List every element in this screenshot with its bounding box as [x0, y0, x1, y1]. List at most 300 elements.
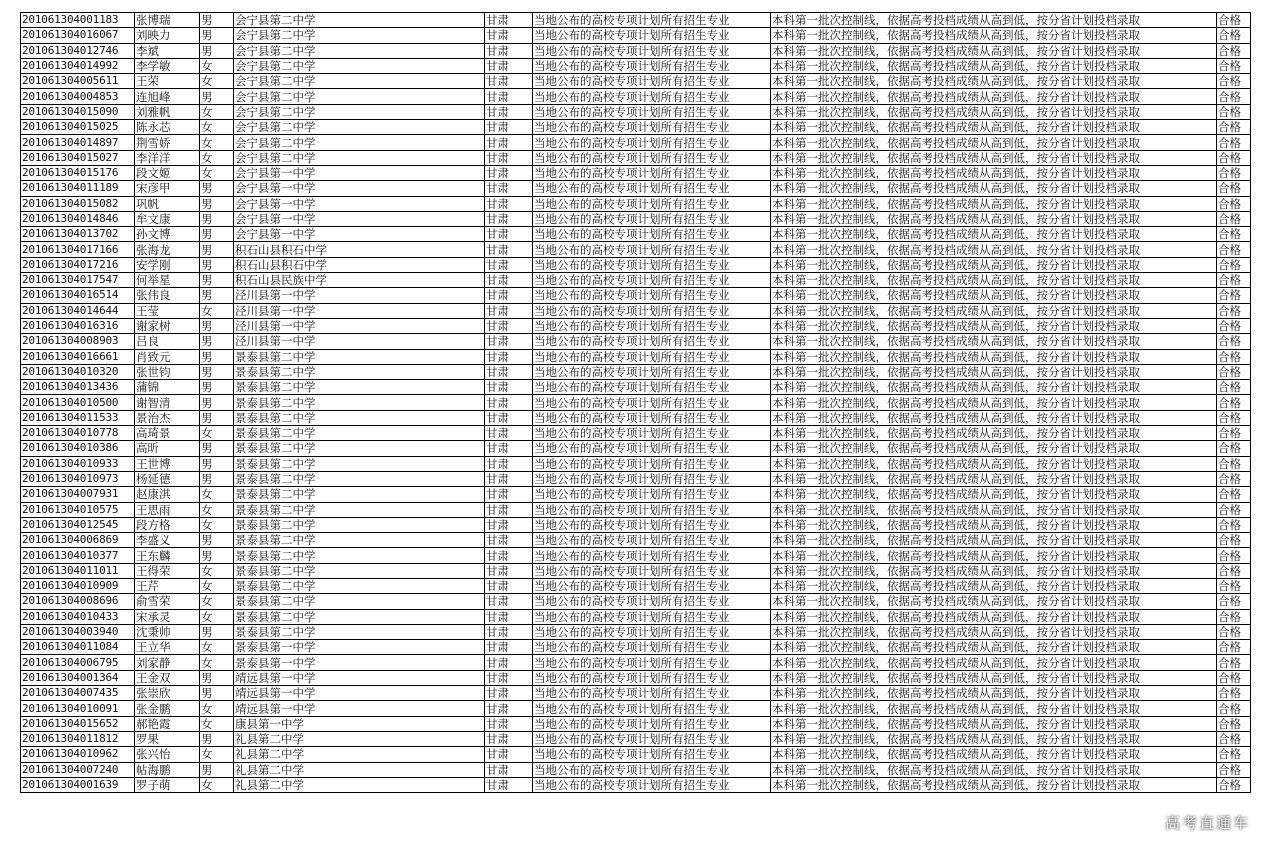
name-cell: 张兴怡 — [135, 747, 200, 762]
candidate-id-cell: 201061304017216 — [21, 257, 135, 272]
candidate-id-cell: 201061304011189 — [21, 181, 135, 196]
gender-cell: 男 — [200, 364, 234, 379]
candidate-id-cell: 201061304015082 — [21, 196, 135, 211]
school-cell: 会宁县第二中学 — [234, 150, 485, 165]
rule-cell: 本科第一批次控制线，依据高考投档成绩从高到低，按分省计划投档录取 — [771, 89, 1217, 104]
table-row — [21, 777, 1251, 792]
province-cell: 甘肃 — [485, 227, 533, 242]
plan-cell: 当地公布的高校专项计划所有招生专业 — [533, 364, 771, 379]
rule-cell: 本科第一批次控制线，依据高考投档成绩从高到低，按分省计划投档录取 — [771, 686, 1217, 701]
rule-cell: 本科第一批次控制线，依据高考投档成绩从高到低，按分省计划投档录取 — [771, 640, 1217, 655]
rule-cell: 本科第一批次控制线，依据高考投档成绩从高到低，按分省计划投档录取 — [771, 762, 1217, 777]
plan-cell: 当地公布的高校专项计划所有招生专业 — [533, 517, 771, 532]
gender-cell: 男 — [200, 731, 234, 746]
gender-cell: 男 — [200, 456, 234, 471]
result-cell: 合格 — [1217, 150, 1251, 165]
candidate-id-cell: 201061304010575 — [21, 502, 135, 517]
name-cell: 张金鹏 — [135, 701, 200, 716]
province-cell: 甘肃 — [485, 640, 533, 655]
school-cell: 礼县第二中学 — [234, 777, 485, 792]
name-cell: 杨延德 — [135, 471, 200, 486]
plan-cell: 当地公布的高校专项计划所有招生专业 — [533, 548, 771, 563]
result-cell: 合格 — [1217, 211, 1251, 226]
school-cell: 礼县第二中学 — [234, 731, 485, 746]
province-cell: 甘肃 — [485, 563, 533, 578]
candidate-id-cell: 201061304017547 — [21, 273, 135, 288]
school-cell: 会宁县第一中学 — [234, 211, 485, 226]
rule-cell: 本科第一批次控制线，依据高考投档成绩从高到低，按分省计划投档录取 — [771, 594, 1217, 609]
candidate-id-cell: 201061304010500 — [21, 395, 135, 410]
rule-cell: 本科第一批次控制线，依据高考投档成绩从高到低，按分省计划投档录取 — [771, 471, 1217, 486]
table-row — [21, 747, 1251, 762]
plan-cell: 当地公布的高校专项计划所有招生专业 — [533, 211, 771, 226]
plan-cell: 当地公布的高校专项计划所有招生专业 — [533, 43, 771, 58]
name-cell: 李洋洋 — [135, 150, 200, 165]
rule-cell: 本科第一批次控制线，依据高考投档成绩从高到低，按分省计划投档录取 — [771, 441, 1217, 456]
candidate-id-cell: 201061304011011 — [21, 563, 135, 578]
result-cell: 合格 — [1217, 349, 1251, 364]
name-cell: 王思雨 — [135, 502, 200, 517]
rule-cell: 本科第一批次控制线，依据高考投档成绩从高到低，按分省计划投档录取 — [771, 303, 1217, 318]
gender-cell: 男 — [200, 441, 234, 456]
rule-cell: 本科第一批次控制线，依据高考投档成绩从高到低，按分省计划投档录取 — [771, 104, 1217, 119]
result-cell: 合格 — [1217, 456, 1251, 471]
plan-cell: 当地公布的高校专项计划所有招生专业 — [533, 670, 771, 685]
result-cell: 合格 — [1217, 471, 1251, 486]
table-row — [21, 609, 1251, 624]
name-cell: 沈秉帅 — [135, 624, 200, 639]
table-row — [21, 426, 1251, 441]
school-cell: 会宁县第二中学 — [234, 74, 485, 89]
candidate-id-cell: 201061304014846 — [21, 211, 135, 226]
school-cell: 景泰县第一中学 — [234, 655, 485, 670]
gender-cell: 女 — [200, 747, 234, 762]
gender-cell: 女 — [200, 655, 234, 670]
rule-cell: 本科第一批次控制线，依据高考投档成绩从高到低，按分省计划投档录取 — [771, 395, 1217, 410]
table-row — [21, 89, 1251, 104]
table-row — [21, 487, 1251, 502]
province-cell: 甘肃 — [485, 242, 533, 257]
rule-cell: 本科第一批次控制线，依据高考投档成绩从高到低，按分省计划投档录取 — [771, 211, 1217, 226]
school-cell: 会宁县第二中学 — [234, 43, 485, 58]
plan-cell: 当地公布的高校专项计划所有招生专业 — [533, 89, 771, 104]
gender-cell: 男 — [200, 762, 234, 777]
name-cell: 牟文康 — [135, 211, 200, 226]
plan-cell: 当地公布的高校专项计划所有招生专业 — [533, 441, 771, 456]
name-cell: 罗子萌 — [135, 777, 200, 792]
result-cell: 合格 — [1217, 165, 1251, 180]
gender-cell: 男 — [200, 380, 234, 395]
rule-cell: 本科第一批次控制线，依据高考投档成绩从高到低，按分省计划投档录取 — [771, 135, 1217, 150]
table-row — [21, 655, 1251, 670]
province-cell: 甘肃 — [485, 196, 533, 211]
plan-cell: 当地公布的高校专项计划所有招生专业 — [533, 594, 771, 609]
candidate-id-cell: 201061304016067 — [21, 28, 135, 43]
province-cell: 甘肃 — [485, 13, 533, 28]
school-cell: 会宁县第一中学 — [234, 196, 485, 211]
table-body — [21, 13, 1251, 793]
name-cell: 王世博 — [135, 456, 200, 471]
candidate-id-cell: 201061304010377 — [21, 548, 135, 563]
result-cell: 合格 — [1217, 288, 1251, 303]
candidate-id-cell: 201061304003940 — [21, 624, 135, 639]
candidate-id-cell: 201061304008903 — [21, 334, 135, 349]
name-cell: 景治杰 — [135, 410, 200, 425]
rule-cell: 本科第一批次控制线，依据高考投档成绩从高到低，按分省计划投档录取 — [771, 533, 1217, 548]
result-cell: 合格 — [1217, 181, 1251, 196]
result-cell: 合格 — [1217, 487, 1251, 502]
province-cell: 甘肃 — [485, 670, 533, 685]
gender-cell: 男 — [200, 196, 234, 211]
plan-cell: 当地公布的高校专项计划所有招生专业 — [533, 380, 771, 395]
table-row — [21, 334, 1251, 349]
rule-cell: 本科第一批次控制线，依据高考投档成绩从高到低，按分省计划投档录取 — [771, 150, 1217, 165]
name-cell: 俞雪荣 — [135, 594, 200, 609]
rule-cell: 本科第一批次控制线，依据高考投档成绩从高到低，按分省计划投档录取 — [771, 716, 1217, 731]
table-row — [21, 441, 1251, 456]
plan-cell: 当地公布的高校专项计划所有招生专业 — [533, 487, 771, 502]
result-cell: 合格 — [1217, 747, 1251, 762]
name-cell: 陈永芯 — [135, 120, 200, 135]
gender-cell: 女 — [200, 487, 234, 502]
table-row — [21, 150, 1251, 165]
province-cell: 甘肃 — [485, 456, 533, 471]
result-cell: 合格 — [1217, 273, 1251, 288]
rule-cell: 本科第一批次控制线，依据高考投档成绩从高到低，按分省计划投档录取 — [771, 288, 1217, 303]
result-cell: 合格 — [1217, 58, 1251, 73]
rule-cell: 本科第一批次控制线，依据高考投档成绩从高到低，按分省计划投档录取 — [771, 747, 1217, 762]
name-cell: 孙文博 — [135, 227, 200, 242]
result-cell: 合格 — [1217, 426, 1251, 441]
table-row — [21, 380, 1251, 395]
school-cell: 泾川县第一中学 — [234, 288, 485, 303]
school-cell: 景泰县第二中学 — [234, 624, 485, 639]
province-cell: 甘肃 — [485, 181, 533, 196]
candidate-id-cell: 201061304015176 — [21, 165, 135, 180]
table-row — [21, 273, 1251, 288]
gender-cell: 男 — [200, 273, 234, 288]
rule-cell: 本科第一批次控制线，依据高考投档成绩从高到低，按分省计划投档录取 — [771, 349, 1217, 364]
result-cell: 合格 — [1217, 334, 1251, 349]
rule-cell: 本科第一批次控制线，依据高考投档成绩从高到低，按分省计划投档录取 — [771, 43, 1217, 58]
rule-cell: 本科第一批次控制线，依据高考投档成绩从高到低，按分省计划投档录取 — [771, 624, 1217, 639]
table-row — [21, 242, 1251, 257]
candidate-id-cell: 201061304011533 — [21, 410, 135, 425]
candidate-id-cell: 201061304004853 — [21, 89, 135, 104]
school-cell: 会宁县第二中学 — [234, 135, 485, 150]
name-cell: 张崇欣 — [135, 686, 200, 701]
name-cell: 刘映力 — [135, 28, 200, 43]
gender-cell: 男 — [200, 334, 234, 349]
rule-cell: 本科第一批次控制线，依据高考投档成绩从高到低，按分省计划投档录取 — [771, 487, 1217, 502]
table-row — [21, 731, 1251, 746]
candidate-id-cell: 201061304010386 — [21, 441, 135, 456]
table-row — [21, 120, 1251, 135]
plan-cell: 当地公布的高校专项计划所有招生专业 — [533, 349, 771, 364]
school-cell: 景泰县第二中学 — [234, 410, 485, 425]
result-cell: 合格 — [1217, 762, 1251, 777]
result-cell: 合格 — [1217, 395, 1251, 410]
school-cell: 景泰县第二中学 — [234, 517, 485, 532]
gender-cell: 女 — [200, 517, 234, 532]
plan-cell: 当地公布的高校专项计划所有招生专业 — [533, 181, 771, 196]
gender-cell: 女 — [200, 426, 234, 441]
name-cell: 刘家静 — [135, 655, 200, 670]
admission-list-table — [20, 12, 1251, 793]
table-row — [21, 227, 1251, 242]
school-cell: 靖远县第一中学 — [234, 686, 485, 701]
province-cell: 甘肃 — [485, 43, 533, 58]
province-cell: 甘肃 — [485, 471, 533, 486]
name-cell: 赵康淇 — [135, 487, 200, 502]
candidate-id-cell: 201061304014644 — [21, 303, 135, 318]
gender-cell: 男 — [200, 89, 234, 104]
result-cell: 合格 — [1217, 670, 1251, 685]
result-cell: 合格 — [1217, 196, 1251, 211]
gender-cell: 女 — [200, 120, 234, 135]
rule-cell: 本科第一批次控制线，依据高考投档成绩从高到低，按分省计划投档录取 — [771, 609, 1217, 624]
rule-cell: 本科第一批次控制线，依据高考投档成绩从高到低，按分省计划投档录取 — [771, 181, 1217, 196]
plan-cell: 当地公布的高校专项计划所有招生专业 — [533, 655, 771, 670]
province-cell: 甘肃 — [485, 273, 533, 288]
plan-cell: 当地公布的高校专项计划所有招生专业 — [533, 150, 771, 165]
name-cell: 高琦景 — [135, 426, 200, 441]
province-cell: 甘肃 — [485, 135, 533, 150]
admission-list-sheet — [20, 12, 1251, 793]
candidate-id-cell: 201061304013702 — [21, 227, 135, 242]
result-cell: 合格 — [1217, 242, 1251, 257]
name-cell: 郝艳霞 — [135, 716, 200, 731]
rule-cell: 本科第一批次控制线，依据高考投档成绩从高到低，按分省计划投档录取 — [771, 578, 1217, 593]
rule-cell: 本科第一批次控制线，依据高考投档成绩从高到低，按分省计划投档录取 — [771, 13, 1217, 28]
school-cell: 景泰县第二中学 — [234, 364, 485, 379]
gender-cell: 女 — [200, 135, 234, 150]
school-cell: 康县第一中学 — [234, 716, 485, 731]
table-row — [21, 395, 1251, 410]
table-row — [21, 13, 1251, 28]
candidate-id-cell: 201061304006869 — [21, 533, 135, 548]
rule-cell: 本科第一批次控制线，依据高考投档成绩从高到低，按分省计划投档录取 — [771, 227, 1217, 242]
gender-cell: 男 — [200, 410, 234, 425]
candidate-id-cell: 201061304007435 — [21, 686, 135, 701]
province-cell: 甘肃 — [485, 533, 533, 548]
table-row — [21, 762, 1251, 777]
school-cell: 景泰县第二中学 — [234, 380, 485, 395]
rule-cell: 本科第一批次控制线，依据高考投档成绩从高到低，按分省计划投档录取 — [771, 517, 1217, 532]
province-cell: 甘肃 — [485, 747, 533, 762]
plan-cell: 当地公布的高校专项计划所有招生专业 — [533, 578, 771, 593]
plan-cell: 当地公布的高校专项计划所有招生专业 — [533, 196, 771, 211]
table-row — [21, 257, 1251, 272]
gender-cell: 男 — [200, 670, 234, 685]
gender-cell: 男 — [200, 211, 234, 226]
plan-cell: 当地公布的高校专项计划所有招生专业 — [533, 227, 771, 242]
province-cell: 甘肃 — [485, 777, 533, 792]
candidate-id-cell: 201061304001183 — [21, 13, 135, 28]
name-cell: 张博瑞 — [135, 13, 200, 28]
candidate-id-cell: 201061304001639 — [21, 777, 135, 792]
gender-cell: 男 — [200, 471, 234, 486]
table-row — [21, 517, 1251, 532]
province-cell: 甘肃 — [485, 655, 533, 670]
gender-cell: 女 — [200, 640, 234, 655]
table-row — [21, 456, 1251, 471]
candidate-id-cell: 201061304016514 — [21, 288, 135, 303]
plan-cell: 当地公布的高校专项计划所有招生专业 — [533, 471, 771, 486]
gender-cell: 女 — [200, 609, 234, 624]
gender-cell: 女 — [200, 303, 234, 318]
province-cell: 甘肃 — [485, 731, 533, 746]
gender-cell: 男 — [200, 548, 234, 563]
gender-cell: 男 — [200, 686, 234, 701]
plan-cell: 当地公布的高校专项计划所有招生专业 — [533, 747, 771, 762]
gender-cell: 女 — [200, 58, 234, 73]
rule-cell: 本科第一批次控制线，依据高考投档成绩从高到低，按分省计划投档录取 — [771, 670, 1217, 685]
gender-cell: 女 — [200, 165, 234, 180]
table-row — [21, 701, 1251, 716]
table-row — [21, 196, 1251, 211]
rule-cell: 本科第一批次控制线，依据高考投档成绩从高到低，按分省计划投档录取 — [771, 74, 1217, 89]
province-cell: 甘肃 — [485, 502, 533, 517]
table-row — [21, 58, 1251, 73]
school-cell: 泾川县第一中学 — [234, 318, 485, 333]
gender-cell: 男 — [200, 181, 234, 196]
candidate-id-cell: 201061304015090 — [21, 104, 135, 119]
gender-cell: 男 — [200, 288, 234, 303]
result-cell: 合格 — [1217, 104, 1251, 119]
rule-cell: 本科第一批次控制线，依据高考投档成绩从高到低，按分省计划投档录取 — [771, 58, 1217, 73]
name-cell: 谢智清 — [135, 395, 200, 410]
plan-cell: 当地公布的高校专项计划所有招生专业 — [533, 777, 771, 792]
table-row — [21, 594, 1251, 609]
name-cell: 王立华 — [135, 640, 200, 655]
rule-cell: 本科第一批次控制线，依据高考投档成绩从高到低，按分省计划投档录取 — [771, 165, 1217, 180]
plan-cell: 当地公布的高校专项计划所有招生专业 — [533, 624, 771, 639]
table-row — [21, 640, 1251, 655]
plan-cell: 当地公布的高校专项计划所有招生专业 — [533, 716, 771, 731]
name-cell: 李盛义 — [135, 533, 200, 548]
name-cell: 段方格 — [135, 517, 200, 532]
name-cell: 吕良 — [135, 334, 200, 349]
school-cell: 会宁县第二中学 — [234, 28, 485, 43]
province-cell: 甘肃 — [485, 686, 533, 701]
result-cell: 合格 — [1217, 318, 1251, 333]
name-cell: 帖海鹏 — [135, 762, 200, 777]
school-cell: 积石山县积石中学 — [234, 257, 485, 272]
gender-cell: 男 — [200, 227, 234, 242]
table-row — [21, 318, 1251, 333]
province-cell: 甘肃 — [485, 364, 533, 379]
rule-cell: 本科第一批次控制线，依据高考投档成绩从高到低，按分省计划投档录取 — [771, 777, 1217, 792]
candidate-id-cell: 201061304001364 — [21, 670, 135, 685]
plan-cell: 当地公布的高校专项计划所有招生专业 — [533, 533, 771, 548]
province-cell: 甘肃 — [485, 89, 533, 104]
name-cell: 宋彦甲 — [135, 181, 200, 196]
rule-cell: 本科第一批次控制线，依据高考投档成绩从高到低，按分省计划投档录取 — [771, 273, 1217, 288]
table-row — [21, 502, 1251, 517]
plan-cell: 当地公布的高校专项计划所有招生专业 — [533, 135, 771, 150]
school-cell: 礼县第二中学 — [234, 747, 485, 762]
table-row — [21, 410, 1251, 425]
result-cell: 合格 — [1217, 380, 1251, 395]
table-row — [21, 563, 1251, 578]
plan-cell: 当地公布的高校专项计划所有招生专业 — [533, 563, 771, 578]
table-row — [21, 471, 1251, 486]
table-row — [21, 135, 1251, 150]
result-cell: 合格 — [1217, 731, 1251, 746]
name-cell: 连旭峰 — [135, 89, 200, 104]
school-cell: 景泰县第一中学 — [234, 640, 485, 655]
name-cell: 荆雪娇 — [135, 135, 200, 150]
name-cell: 何举星 — [135, 273, 200, 288]
candidate-id-cell: 201061304016316 — [21, 318, 135, 333]
school-cell: 景泰县第二中学 — [234, 487, 485, 502]
province-cell: 甘肃 — [485, 517, 533, 532]
plan-cell: 当地公布的高校专项计划所有招生专业 — [533, 318, 771, 333]
province-cell: 甘肃 — [485, 318, 533, 333]
province-cell: 甘肃 — [485, 380, 533, 395]
table-row — [21, 716, 1251, 731]
province-cell: 甘肃 — [485, 334, 533, 349]
result-cell: 合格 — [1217, 686, 1251, 701]
name-cell: 蒲锦 — [135, 380, 200, 395]
rule-cell: 本科第一批次控制线，依据高考投档成绩从高到低，按分省计划投档录取 — [771, 242, 1217, 257]
school-cell: 礼县第二中学 — [234, 762, 485, 777]
province-cell: 甘肃 — [485, 395, 533, 410]
result-cell: 合格 — [1217, 548, 1251, 563]
rule-cell: 本科第一批次控制线，依据高考投档成绩从高到低，按分省计划投档录取 — [771, 334, 1217, 349]
candidate-id-cell: 201061304010778 — [21, 426, 135, 441]
result-cell: 合格 — [1217, 120, 1251, 135]
result-cell: 合格 — [1217, 777, 1251, 792]
plan-cell: 当地公布的高校专项计划所有招生专业 — [533, 609, 771, 624]
table-row — [21, 104, 1251, 119]
candidate-id-cell: 201061304010973 — [21, 471, 135, 486]
school-cell: 积石山县积石中学 — [234, 242, 485, 257]
rule-cell: 本科第一批次控制线，依据高考投档成绩从高到低，按分省计划投档录取 — [771, 655, 1217, 670]
result-cell: 合格 — [1217, 28, 1251, 43]
table-row — [21, 364, 1251, 379]
province-cell: 甘肃 — [485, 609, 533, 624]
table-row — [21, 533, 1251, 548]
school-cell: 景泰县第二中学 — [234, 578, 485, 593]
name-cell: 王荣 — [135, 74, 200, 89]
province-cell: 甘肃 — [485, 701, 533, 716]
school-cell: 景泰县第二中学 — [234, 395, 485, 410]
candidate-id-cell: 201061304012746 — [21, 43, 135, 58]
school-cell: 泾川县第一中学 — [234, 334, 485, 349]
candidate-id-cell: 201061304010320 — [21, 364, 135, 379]
rule-cell: 本科第一批次控制线，依据高考投档成绩从高到低，按分省计划投档录取 — [771, 563, 1217, 578]
province-cell: 甘肃 — [485, 594, 533, 609]
plan-cell: 当地公布的高校专项计划所有招生专业 — [533, 395, 771, 410]
result-cell: 合格 — [1217, 441, 1251, 456]
rule-cell: 本科第一批次控制线，依据高考投档成绩从高到低，按分省计划投档录取 — [771, 701, 1217, 716]
candidate-id-cell: 201061304014897 — [21, 135, 135, 150]
result-cell: 合格 — [1217, 609, 1251, 624]
plan-cell: 当地公布的高校专项计划所有招生专业 — [533, 502, 771, 517]
candidate-id-cell: 201061304008696 — [21, 594, 135, 609]
candidate-id-cell: 201061304012545 — [21, 517, 135, 532]
candidate-id-cell: 201061304013436 — [21, 380, 135, 395]
province-cell: 甘肃 — [485, 257, 533, 272]
school-cell: 会宁县第二中学 — [234, 58, 485, 73]
rule-cell: 本科第一批次控制线，依据高考投档成绩从高到低，按分省计划投档录取 — [771, 28, 1217, 43]
rule-cell: 本科第一批次控制线，依据高考投档成绩从高到低，按分省计划投档录取 — [771, 257, 1217, 272]
plan-cell: 当地公布的高校专项计划所有招生专业 — [533, 74, 771, 89]
table-row — [21, 686, 1251, 701]
school-cell: 景泰县第二中学 — [234, 594, 485, 609]
